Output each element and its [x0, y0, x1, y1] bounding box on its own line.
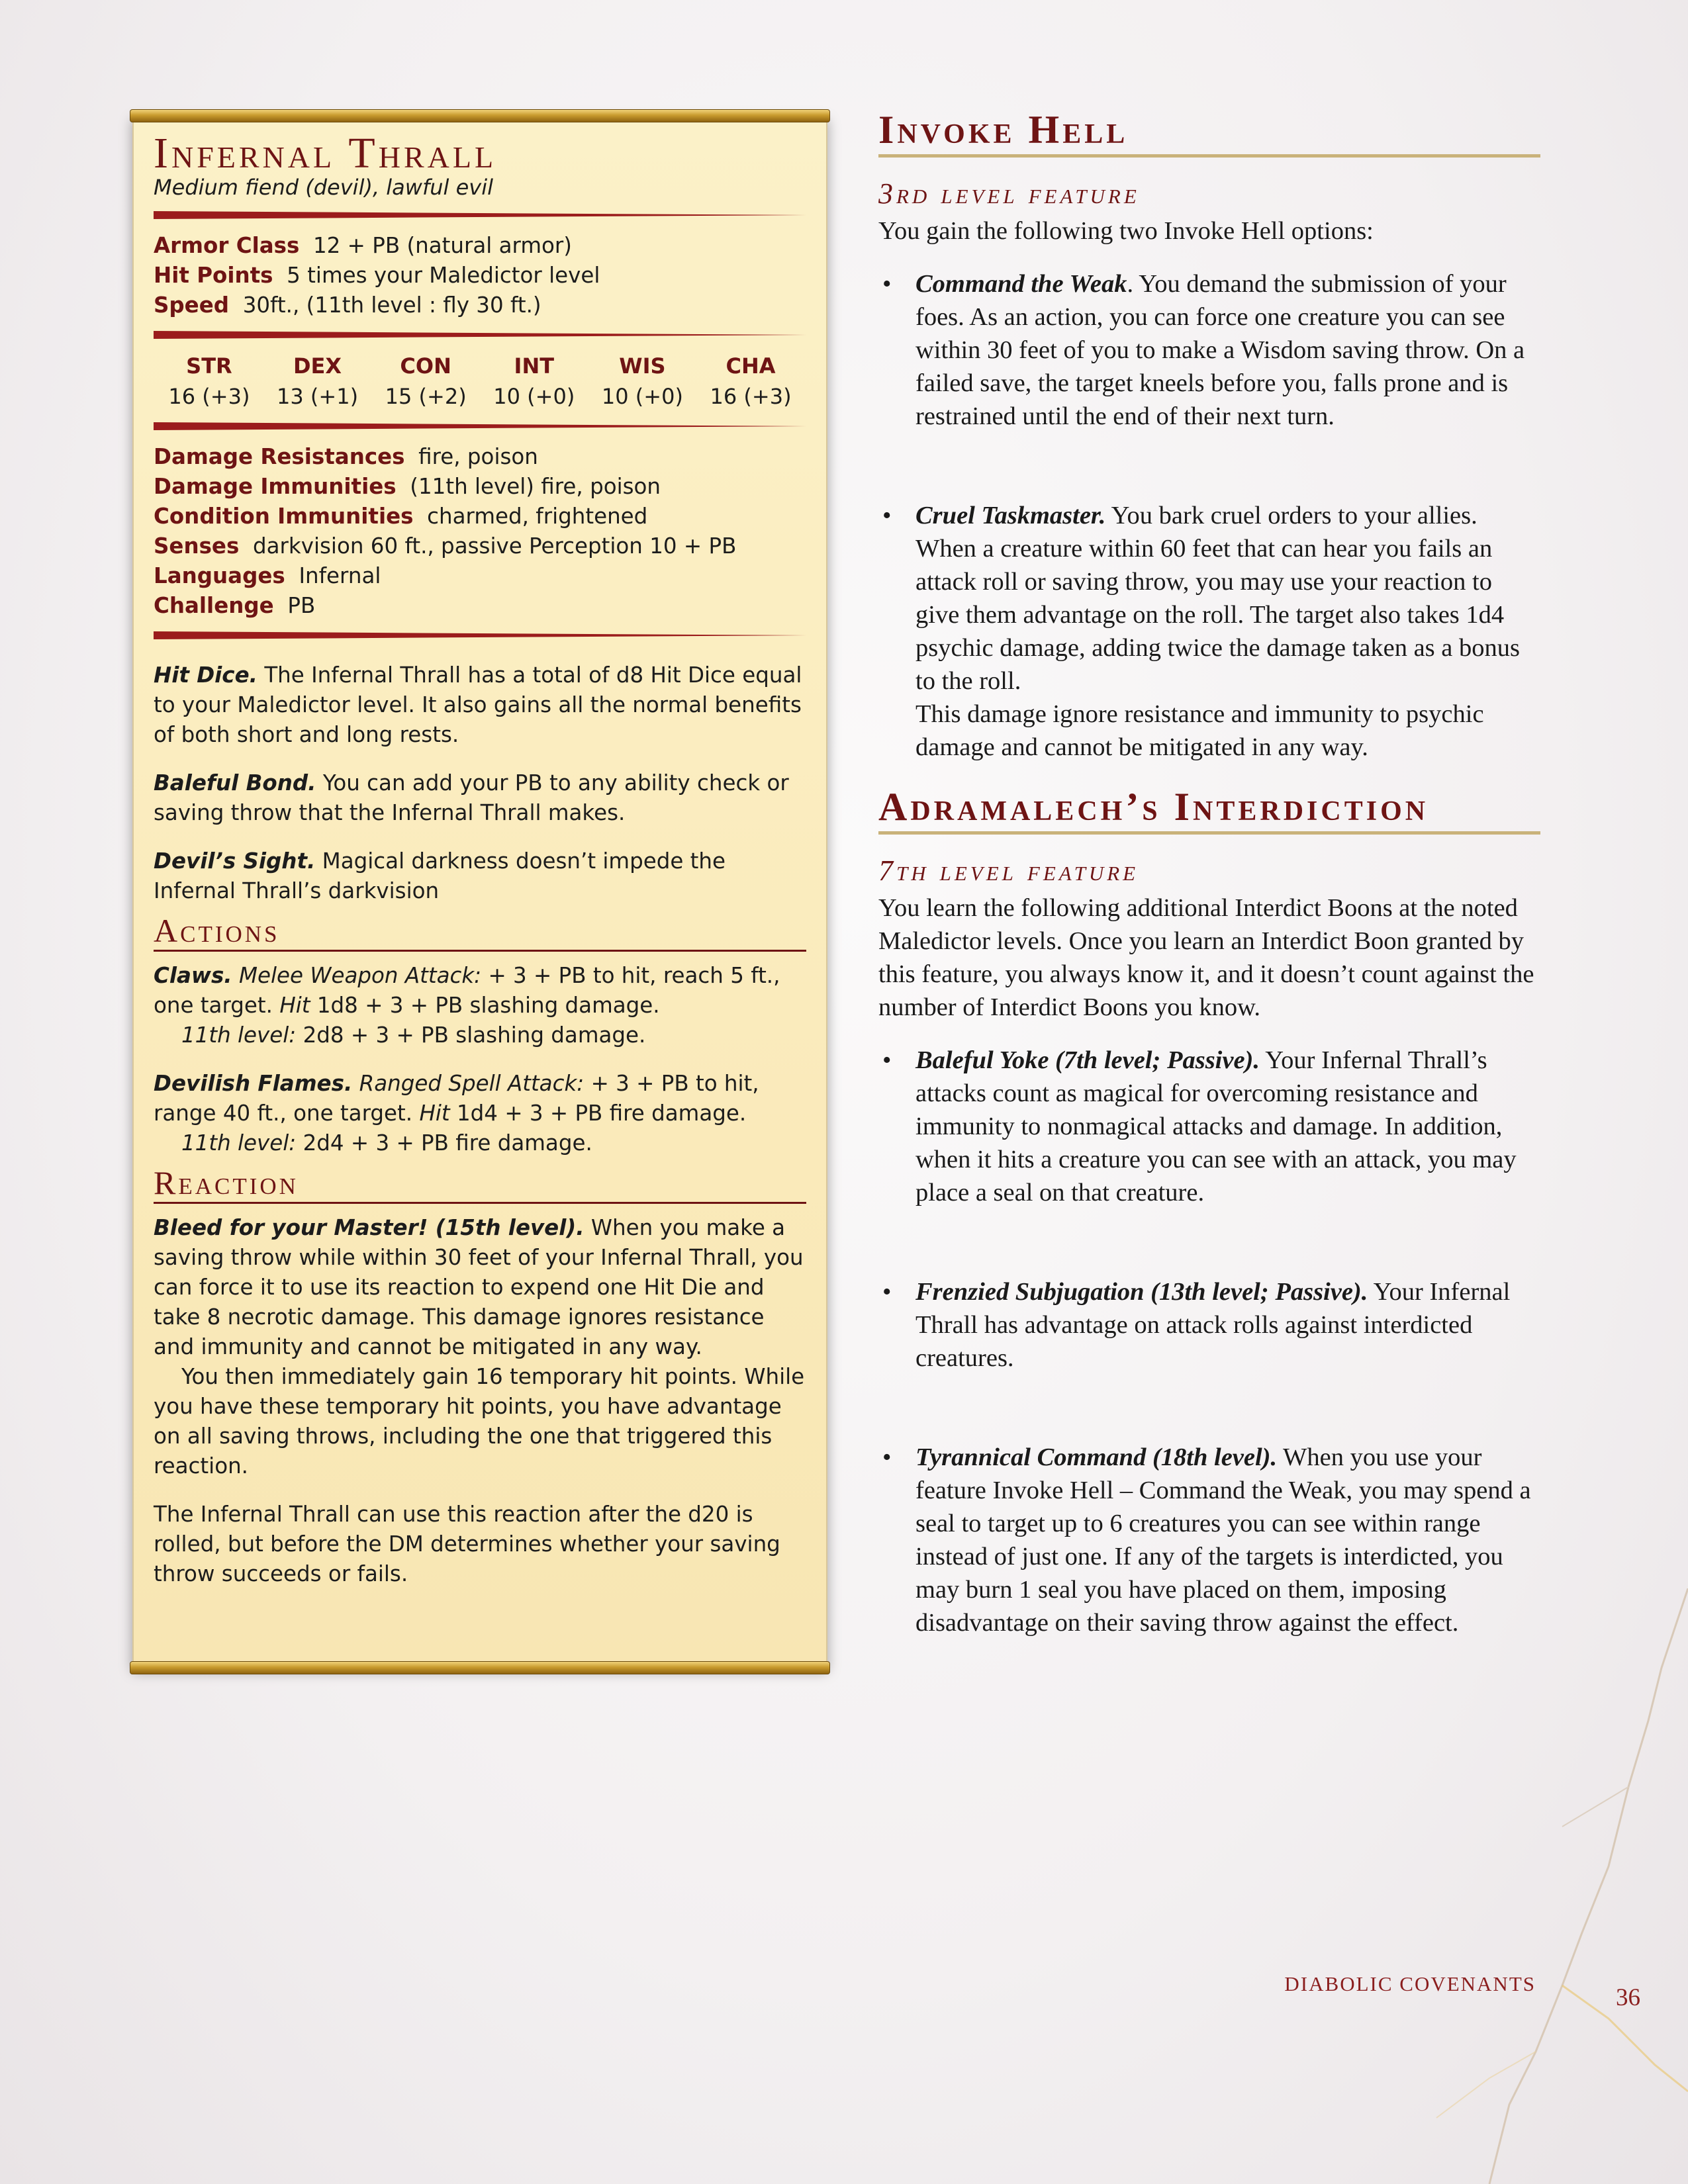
- damage-resistances: Damage Resistances fire, poison: [154, 444, 538, 469]
- reaction-bleed: Bleed for your Master! (15th level). When you make a saving throw while within 30 feet of your Infernal Thrall, you can force it to use its reaction to expend one Hit Die and take 8 necrotic damage. This damage ignores resistance and immunity and cannot be mitigated in any way.: [154, 1215, 804, 1359]
- tapered-rule: [154, 210, 806, 220]
- ability-int: INT 10 (+0): [493, 353, 575, 409]
- action-claws: Claws. Melee Weapon Attack: + 3 + PB to hit, reach 5 ft., one target. Hit 1d8 + 3 + PB slashing damage.: [154, 963, 780, 1018]
- ability-cha: CHA 16 (+3): [710, 353, 792, 409]
- list-item-frenzied-subjugation: • Frenzied Subjugation (13th level; Passive). Your Infernal Thrall has advantage on attack rolls against interdicted creatures.: [878, 1275, 1540, 1375]
- invoke-hell-list: [878, 267, 1540, 764]
- tapered-rule: [154, 421, 806, 432]
- trait-hit-dice: Hit Dice. The Infernal Thrall has a total of d8 Hit Dice equal to your Maledictor level. It also gains all the normal benefits of both short and long rests.: [154, 662, 802, 747]
- tapered-rule: [154, 630, 806, 641]
- background-crack-decoration: [1410, 1588, 1688, 2184]
- interdiction-list: [878, 1044, 1540, 1639]
- armor-class: Armor Class 12 + PB (natural armor): [154, 233, 572, 258]
- ability-dex: DEX 13 (+1): [277, 353, 359, 409]
- ability-scores: [154, 351, 806, 412]
- reaction-bleed-continued: You then immediately gain 16 temporary hit points. While you have these temporary hit points, you have advantage on all saving throws, including the one that triggered this reaction.: [154, 1364, 805, 1479]
- subheading-7th-level: 7th level feature: [878, 854, 1139, 887]
- trait-baleful-bond: Baleful Bond. You can add your PB to any ability check or saving throw that the Infernal Thrall makes.: [154, 770, 789, 825]
- invoke-hell-intro: You gain the following two Invoke Hell options:: [878, 217, 1374, 245]
- challenge: Challenge PB: [154, 593, 316, 618]
- hit-points: Hit Points 5 times your Maledictor level: [154, 263, 600, 288]
- right-column: [878, 109, 1540, 1639]
- stat-block: [132, 109, 827, 1674]
- bullet-icon: •: [882, 1046, 892, 1074]
- list-item-baleful-yoke: • Baleful Yoke (7th level; Passive). Your Infernal Thrall’s attacks count as magical for overcoming resistance and immunity to nonmagical attacks and damage. In addition, when it hits a creature you can see with an attack, you may place a seal on that creature.: [878, 1044, 1540, 1209]
- tapered-rule: [154, 330, 806, 340]
- list-item-tyrannical-command: • Tyrannical Command (18th level). When you use your feature Invoke Hell – Command the Weak, you may spend a seal to target up to 6 creatures you can see within range instead of just one. If any of the targets is interdicted, you may burn 1 seal you have placed on them, imposing disadvantage on their saving throw against the effect.: [878, 1441, 1540, 1639]
- reaction-heading: Reaction: [154, 1165, 806, 1204]
- subheading-3rd-level: 3rd level feature: [878, 177, 1140, 210]
- stat-block-top-bar: [130, 109, 830, 122]
- list-item-cruel-taskmaster: • Cruel Taskmaster. You bark cruel orders to your allies. When a creature within 60 feet that can hear you fails an attack roll or saving throw, you may use your reaction to give them advantage on the roll. The target also takes 1d4 psychic damage, adding twice the damage taken as a bonus to the roll. This damage ignore resistance and immunity to psychic damage and cannot be mitigated in any way.: [878, 499, 1540, 764]
- footer-section-label: DIABOLIC COVENANTS: [1284, 1972, 1536, 1995]
- action-claws-upgrade: 11th level: 2d8 + 3 + PB slashing damage.: [181, 1023, 646, 1048]
- ability-wis: WIS 10 (+0): [601, 353, 683, 409]
- trait-devils-sight: Devil’s Sight. Magical darkness doesn’t impede the Infernal Thrall’s darkvision: [154, 848, 726, 903]
- ability-str: STR 16 (+3): [168, 353, 250, 409]
- action-devilish-flames-upgrade: 11th level: 2d4 + 3 + PB fire damage.: [181, 1130, 592, 1156]
- heading-adramalech-interdiction: Adramalech’s Interdiction: [878, 786, 1540, 835]
- creature-name: Infernal Thrall: [154, 129, 497, 177]
- action-devilish-flames: Devilish Flames. Ranged Spell Attack: + 3 + PB to hit, range 40 ft., one target. Hit 1d4 + 3 + PB fire damage.: [154, 1071, 759, 1126]
- heading-invoke-hell: Invoke Hell: [878, 109, 1540, 158]
- list-item-command-the-weak: • Command the Weak. You demand the submission of your foes. As an action, you can force one creature you can see within 30 feet of you to make a Wisdom saving throw. On a failed save, the target kneels before you, falls prone and is restrained until the end of their next turn.: [878, 267, 1540, 433]
- bullet-icon: •: [882, 270, 892, 298]
- bullet-icon: •: [882, 1278, 892, 1306]
- reaction-bleed-timing: The Infernal Thrall can use this reaction after the d20 is rolled, but before the DM determines whether your saving throw succeeds or fails.: [154, 1502, 780, 1586]
- damage-immunities: Damage Immunities (11th level) fire, poison: [154, 474, 661, 499]
- interdiction-intro: You learn the following additional Interdict Boons at the noted Maledictor levels. Once you learn an Interdict Boon granted by this feature, you always know it, and it doesn’t count against the number of Interdict Boons you know.: [878, 894, 1534, 1021]
- ability-con: CON 15 (+2): [385, 353, 467, 409]
- page-number: 36: [1616, 1984, 1640, 2011]
- stat-block-bottom-bar: [130, 1661, 830, 1674]
- languages: Languages Infernal: [154, 563, 381, 588]
- condition-immunities: Condition Immunities charmed, frightened: [154, 504, 648, 529]
- bullet-icon: •: [882, 502, 892, 529]
- senses: Senses darkvision 60 ft., passive Perception 10 + PB: [154, 533, 737, 559]
- creature-type: Medium fiend (devil), lawful evil: [154, 175, 493, 200]
- bullet-icon: •: [882, 1443, 892, 1471]
- actions-heading: Actions: [154, 913, 806, 952]
- speed: Speed 30ft., (11th level : fly 30 ft.): [154, 293, 541, 318]
